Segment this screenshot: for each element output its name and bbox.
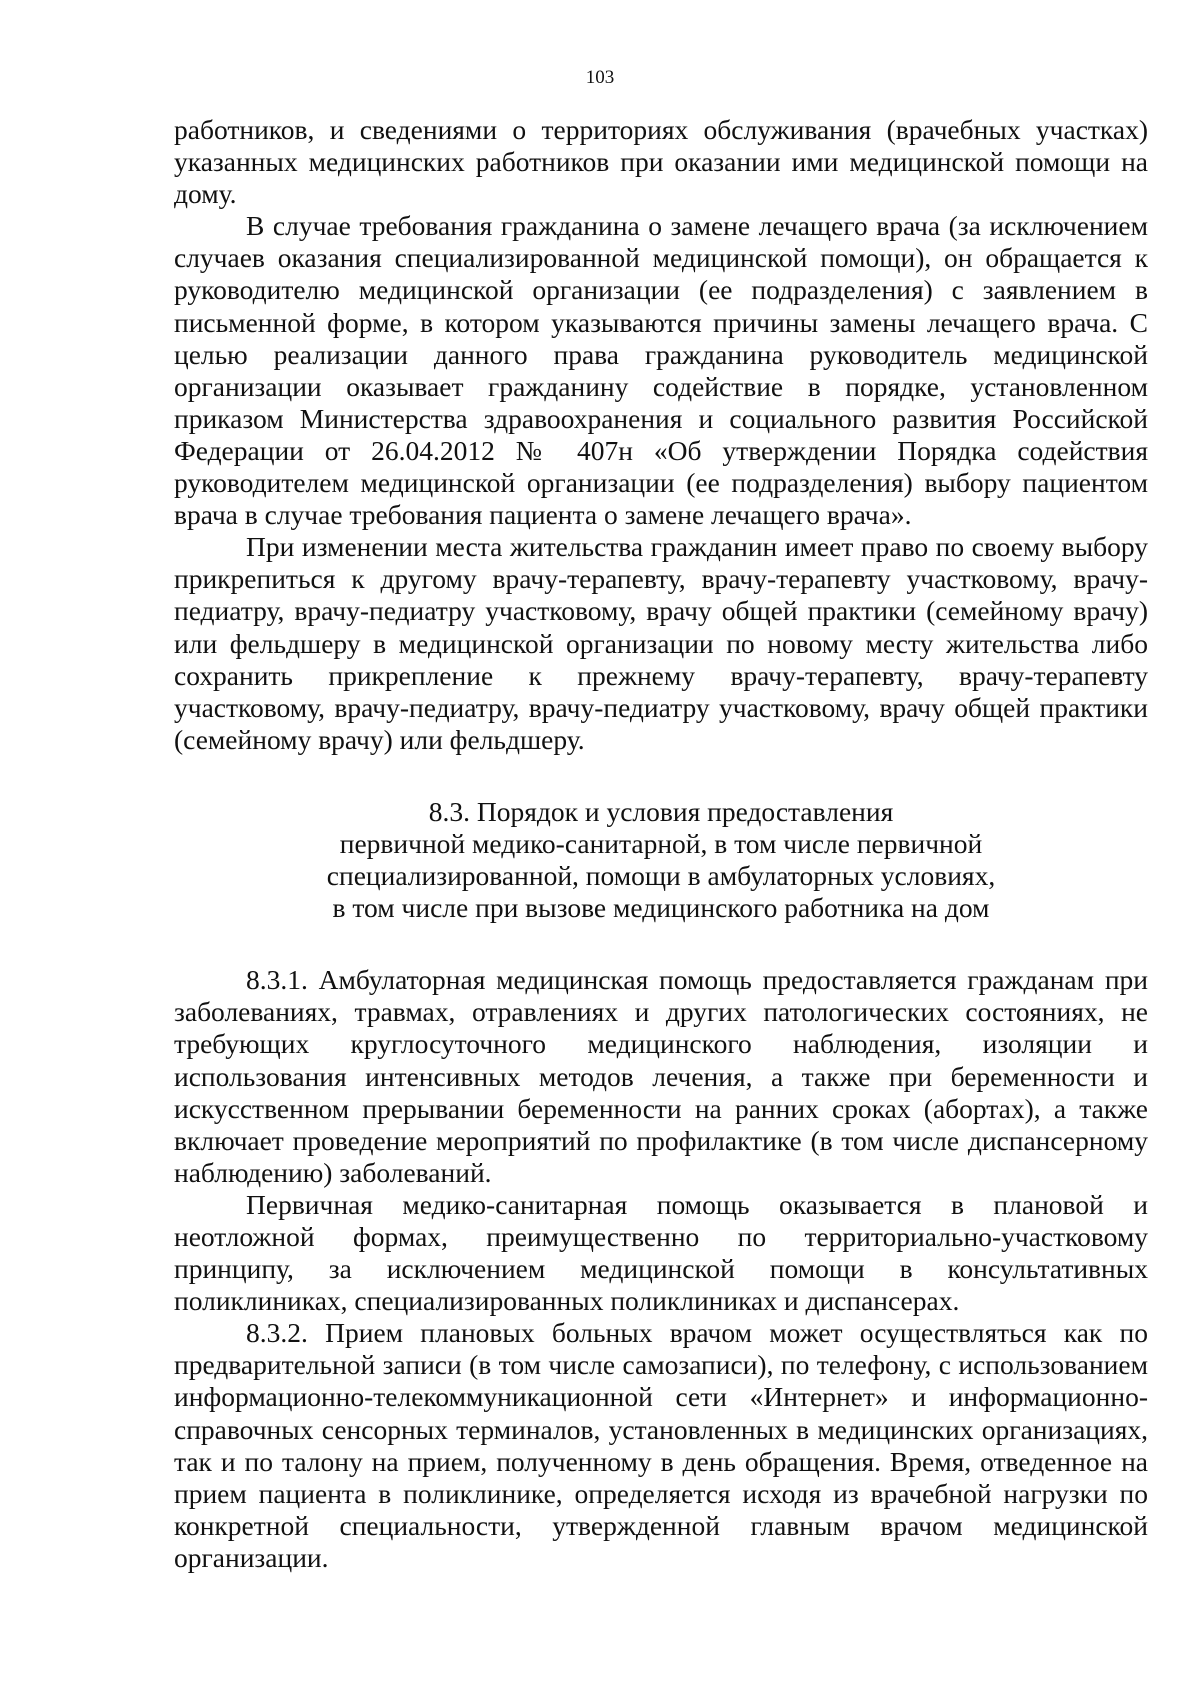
section-heading-8-3 (174, 796, 1148, 924)
heading-line: специализированной, помощи в амбулаторных условиях, (326, 860, 996, 892)
page-number: 103 (585, 67, 615, 88)
paragraph-continuation: работников, и сведениями о территориях обслуживания (врачебных участках) указанных медицинских работников при оказании ими медицинской помощи на дому. (174, 114, 1148, 210)
paragraph-primary-care: Первичная медико-санитарная помощь оказывается в плановой и неотложной формах, преимущественно по территориально-участковому принципу, за исключением медицинской помощи в консультативных поликлиниках, специализированных поликлиниках и диспансерах. (174, 1188, 1148, 1317)
paragraph-8-3-2: 8.3.2. Прием плановых больных врачом может осуществляться как по предварительной записи (в том числе самозаписи), по телефону, с использованием информационно-телекоммуникационной сети «Интернет» и информационно-справочных сенсорных терминалов, установленных в медицинских организациях, так и по талону на прием, полученному в день обращения. Время, отведенное на прием пациента в поликлинике, определяется исходя из врачебной нагрузки по конкретной специальности, утвержденной главным врачом медицинской организации. (174, 1317, 1148, 1573)
heading-line: первичной медико-санитарной, в том числе первичной (339, 827, 983, 859)
paragraph-residence-change: При изменении места жительства гражданин имеет право по своему выбору прикрепиться к другому врачу-терапевту, врачу-терапевту участковому, врачу-педиатру, врачу-педиатру участковому, врачу общей практики (семейному врачу) или фельдшеру в медицинской организации по новому месту жительства либо сохранить прикрепление к прежнему врачу-терапевту, врачу-терапевту участковому, врачу-педиатру, врачу-педиатру участковому, врачу общей практики (семейному врачу) или фельдшеру. (174, 531, 1148, 755)
document-body (174, 114, 1148, 1574)
heading-line: 8.3. Порядок и условия предоставления (428, 795, 894, 827)
paragraph-doctor-replacement: В случае требования гражданина о замене лечащего врача (за исключением случаев оказания специализированной медицинской помощи), он обращается к руководителю медицинской организации (ее подразделения) с заявлением в письменной форме, в котором указываются причины замены лечащего врача. С целью реализации данного права гражданина руководитель медицинской организации оказывает гражданину содействие в порядке, установленном приказом Министерства здравоохранения и социального развития Российской Федерации от 26.04.2012 № 407н «Об утверждении Порядка содействия руководителем медицинской организации (ее подразделения) выбору пациентом врача в случае требования пациента о замене лечащего врача». (174, 210, 1148, 531)
heading-line: в том числе при вызове медицинского работника на дом (332, 892, 990, 924)
paragraph-8-3-1: 8.3.1. Амбулаторная медицинская помощь предоставляется гражданам при заболеваниях, травмах, отравлениях и других патологических состояниях, не требующих круглосуточного медицинского наблюдения, изоляции и использования интенсивных методов лечения, а также при беременности и искусственном прерывании беременности на ранних сроках (абортах), а также включает проведение мероприятий по профилактике (в том числе диспансерному наблюдению) заболеваний. (174, 964, 1148, 1188)
